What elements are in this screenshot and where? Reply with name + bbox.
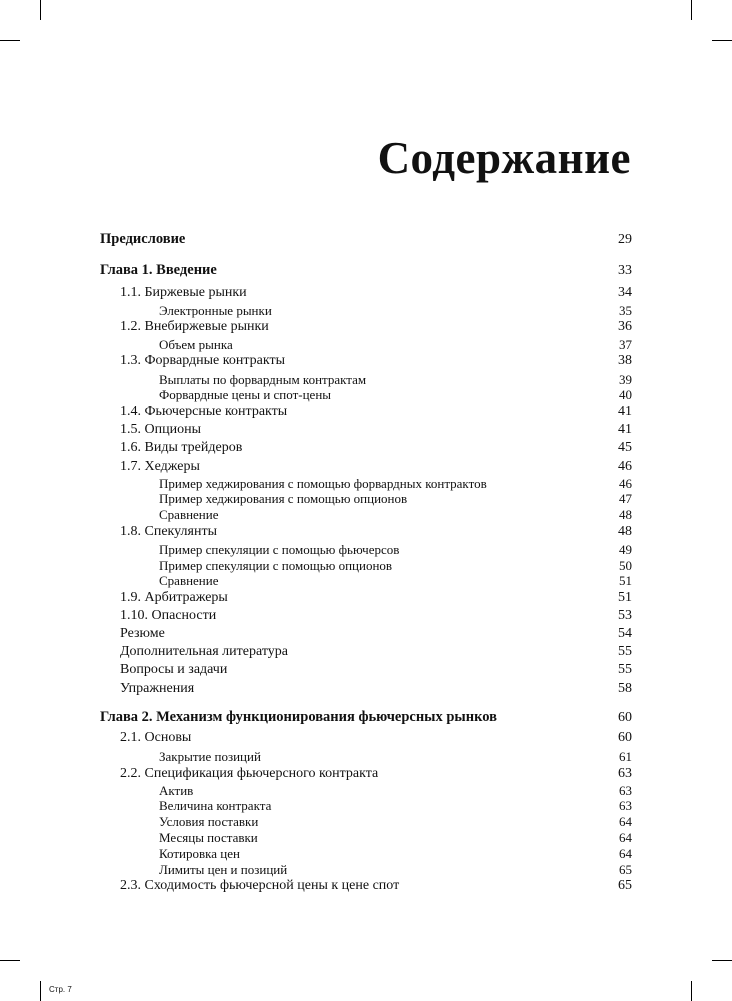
toc-entry[interactable]: [0, 262, 732, 279]
toc-entry-page: 46: [619, 476, 632, 491]
toc-entry-page: 39: [619, 372, 632, 387]
toc-entry-page: 48: [618, 524, 632, 539]
toc-entry-page: 34: [618, 285, 632, 300]
toc-entry-title: 1.8. Спекулянты: [120, 524, 217, 539]
toc-entry-title: Закрытие позиций: [159, 749, 261, 764]
toc-entry[interactable]: [0, 829, 732, 846]
toc-entry-page: 51: [618, 590, 632, 605]
toc-entry[interactable]: [0, 506, 732, 523]
toc-entry[interactable]: [0, 231, 732, 248]
toc-entry-title: Котировка цен: [159, 846, 240, 861]
toc-entry-page: 33: [618, 263, 632, 278]
toc-entry-page: 63: [619, 783, 632, 798]
toc-entry[interactable]: [0, 523, 732, 540]
toc-entry[interactable]: [0, 589, 732, 606]
toc-entry[interactable]: [0, 607, 732, 624]
toc-entry-title: Форвардные цены и спот-цены: [159, 387, 332, 402]
toc-entry[interactable]: [0, 302, 732, 319]
toc-entry-page: 60: [618, 710, 632, 725]
toc-entry-title: Лимиты цен и позиций: [159, 862, 288, 877]
toc-entry[interactable]: [0, 352, 732, 369]
toc-entry-title: 1.10. Опасности: [120, 608, 217, 623]
toc-entry[interactable]: [0, 541, 732, 558]
toc-entry-page: 64: [619, 846, 632, 861]
toc-entry-title: Глава 2. Механизм функционирования фьючерсных рынков: [100, 709, 497, 725]
toc-entry-title: 1.9. Арбитражеры: [120, 590, 228, 605]
toc-entry-title: Электронные рынки: [159, 303, 272, 318]
toc-entry-title: Вопросы и задачи: [120, 662, 228, 677]
toc-entry-title: Пример спекуляции с помощью опционов: [159, 558, 393, 573]
toc-entry[interactable]: [0, 284, 732, 301]
toc-entry-page: 64: [619, 814, 632, 829]
toc-entry-page: 55: [618, 644, 632, 659]
toc-entry-title: Пример хеджирования с помощью опционов: [159, 491, 408, 506]
page-title: Содержание: [377, 133, 631, 183]
toc-entry-title: Пример спекуляции с помощью фьючерсов: [159, 542, 400, 557]
toc-entry-page: 63: [618, 766, 632, 781]
toc-entry-title: 1.1. Биржевые рынки: [120, 285, 247, 300]
toc-entry[interactable]: [0, 318, 732, 335]
toc-entry-title: Резюме: [120, 626, 165, 641]
toc-entry-title: Сравнение: [159, 507, 219, 522]
toc-entry-title: Условия поставки: [159, 814, 259, 829]
toc-entry-page: 41: [618, 404, 632, 419]
toc-entry-title: Актив: [159, 783, 194, 798]
toc-entry-page: 47: [619, 491, 632, 506]
toc-entry-title: 1.4. Фьючерсные контракты: [120, 404, 288, 419]
toc-entry[interactable]: [0, 625, 732, 642]
toc-entry-page: 60: [618, 730, 632, 745]
toc-entry[interactable]: [0, 765, 732, 782]
toc-entry-page: 55: [618, 662, 632, 677]
toc-entry-page: 63: [619, 798, 632, 813]
toc-entry[interactable]: [0, 813, 732, 830]
toc-entry-page: 65: [619, 862, 632, 877]
toc-entry-title: Величина контракта: [159, 798, 272, 813]
toc-entry[interactable]: [0, 490, 732, 507]
toc-entry[interactable]: [0, 877, 732, 894]
toc-entry[interactable]: [0, 661, 732, 678]
toc-entry[interactable]: [0, 572, 732, 589]
toc-entry-title: Сравнение: [159, 573, 219, 588]
toc-entry[interactable]: [0, 748, 732, 765]
toc-entry-page: 54: [618, 626, 632, 641]
toc-entry-page: 61: [619, 749, 632, 764]
toc-entry-page: 51: [619, 573, 632, 588]
toc-entry-page: 48: [619, 507, 632, 522]
toc-entry-page: 41: [618, 422, 632, 437]
toc-entry-title: Глава 1. Введение: [100, 262, 217, 278]
toc-entry-title: 1.6. Виды трейдеров: [120, 440, 243, 455]
toc-entry-page: 40: [619, 387, 632, 402]
toc-entry-title: Выплаты по форвардным контрактам: [159, 372, 367, 387]
toc-entry-page: 45: [618, 440, 632, 455]
toc-entry[interactable]: [0, 845, 732, 862]
toc-entry-title: 2.3. Сходимость фьючерсной цены к цене спот: [120, 878, 400, 893]
toc-entry-title: 2.1. Основы: [120, 730, 192, 745]
toc-entry-page: 37: [619, 337, 632, 352]
toc-entry-page: 64: [619, 830, 632, 845]
page-footer: Стр. 7: [49, 985, 72, 994]
toc-entry-title: 1.7. Хеджеры: [120, 459, 200, 474]
toc-entry-title: Пример хеджирования с помощью форвардных контрактов: [159, 476, 487, 491]
toc-entry-page: 29: [618, 232, 632, 247]
toc-entry[interactable]: [0, 458, 732, 475]
toc-entry-title: Дополнительная литература: [120, 644, 288, 659]
toc-entry[interactable]: [0, 336, 732, 353]
toc-entry-title: Предисловие: [100, 231, 186, 247]
toc-entry-page: 50: [619, 558, 632, 573]
toc-entry-title: 1.2. Внебиржевые рынки: [120, 319, 269, 334]
toc-entry[interactable]: [0, 403, 732, 420]
toc-entry[interactable]: [0, 386, 732, 403]
toc-entry[interactable]: [0, 797, 732, 814]
toc-entry-page: 58: [618, 681, 632, 696]
toc-entry-title: 1.3. Форвардные контракты: [120, 353, 285, 368]
toc-entry[interactable]: [0, 709, 732, 726]
toc-entry[interactable]: [0, 421, 732, 438]
toc-entry[interactable]: [0, 680, 732, 697]
toc-entry[interactable]: [0, 439, 732, 456]
toc-entry-title: 1.5. Опционы: [120, 422, 201, 437]
toc-entry-page: 36: [618, 319, 632, 334]
toc-entry-title: Объем рынка: [159, 337, 233, 352]
toc-entry-title: 2.2. Спецификация фьючерсного контракта: [120, 766, 379, 781]
toc-entry-page: 35: [619, 303, 632, 318]
toc-entry-page: 65: [618, 878, 632, 893]
toc-entry-page: 46: [618, 459, 632, 474]
toc-entry-page: 53: [618, 608, 632, 623]
toc-entry-page: 38: [618, 353, 632, 368]
toc-entry[interactable]: [0, 729, 732, 746]
toc-entry-page: 49: [619, 542, 632, 557]
toc-entry[interactable]: [0, 861, 732, 878]
toc-entry[interactable]: [0, 643, 732, 660]
toc-entry-title: Упражнения: [120, 681, 195, 696]
toc-entry-title: Месяцы поставки: [159, 830, 258, 845]
